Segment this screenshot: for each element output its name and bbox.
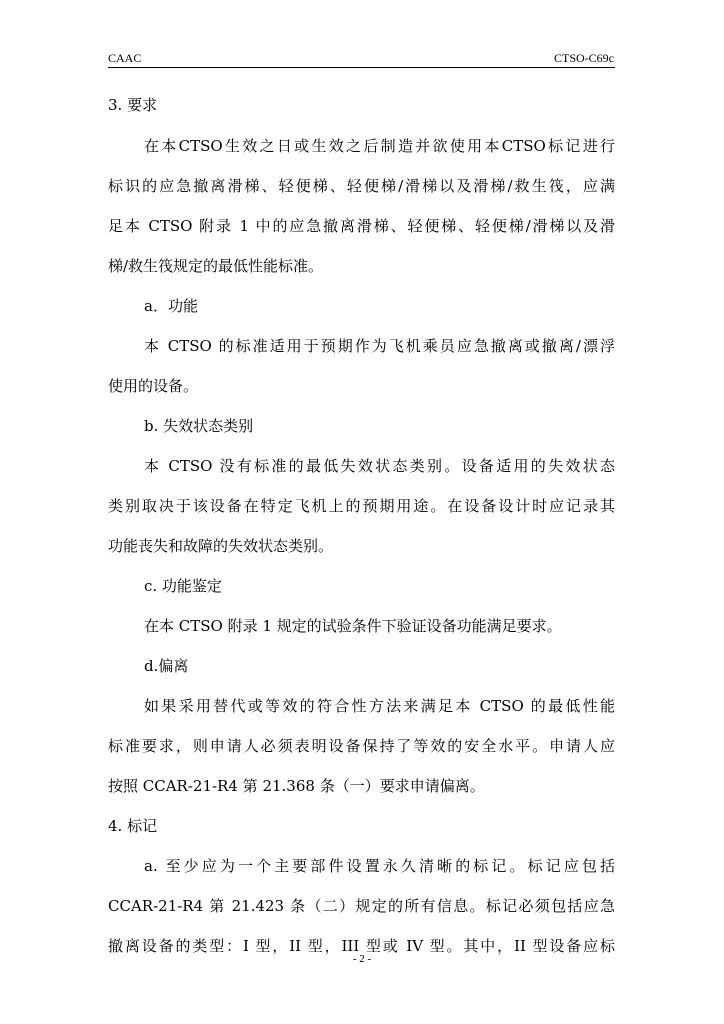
section-3-heading: 3. 要求 — [108, 96, 158, 114]
paragraph-line: a. 至少应为一个主要部件设置永久清晰的标记。标记应包括 — [144, 857, 615, 875]
header-left: CAAC — [108, 51, 142, 65]
paragraph-line: 标准要求，则申请人必须表明设备保持了等效的安全水平。申请人应 — [108, 737, 615, 755]
paragraph-line: 按照 CCAR-21-R4 第 21.368 条（一）要求申请偏离。 — [108, 777, 485, 795]
paragraph-line: 标识的应急撤离滑梯、轻便梯、轻便梯/滑梯以及滑梯/救生筏，应满 — [108, 177, 615, 195]
header-right: CTSO-C69c — [554, 51, 614, 65]
paragraph-line: 使用的设备。 — [108, 377, 199, 395]
paragraph-line: 撤离设备的类型：I 型，II 型，III 型或 IV 型。其中，II 型设备应标 — [108, 937, 615, 955]
paragraph-line: 本 CTSO 没有标准的最低失效状态类别。设备适用的失效状态 — [144, 457, 615, 475]
subsection-c-heading: c. 功能鉴定 — [144, 577, 222, 595]
subsection-b-heading: b. 失效状态类别 — [144, 417, 254, 435]
paragraph-line: 梯/救生筏规定的最低性能标准。 — [108, 257, 324, 275]
paragraph-line: 类别取决于该设备在特定飞机上的预期用途。在设备设计时应记录其 — [108, 497, 615, 515]
header-rule — [108, 67, 615, 68]
paragraph-line: 功能丧失和故障的失效状态类别。 — [108, 537, 334, 555]
paragraph-line: 在本 CTSO 附录 1 规定的试验条件下验证设备功能满足要求。 — [144, 617, 562, 635]
paragraph-line: 在本CTSO生效之日或生效之后制造并欲使用本CTSO标记进行 — [144, 137, 615, 155]
page-number: - 2 - — [352, 953, 372, 965]
paragraph-line: 如果采用替代或等效的符合性方法来满足本 CTSO 的最低性能 — [144, 697, 615, 715]
subsection-a-heading: a．功能 — [144, 297, 198, 315]
paragraph-line: 本 CTSO 的标准适用于预期作为飞机乘员应急撤离或撤离/漂浮 — [144, 337, 615, 355]
subsection-d-heading: d.偏离 — [144, 657, 189, 675]
section-4-heading: 4. 标记 — [108, 817, 158, 835]
paragraph-line: 足本 CTSO 附录 1 中的应急撤离滑梯、轻便梯、轻便梯/滑梯以及滑 — [108, 217, 615, 235]
paragraph-line: CCAR-21-R4 第 21.423 条（二）规定的所有信息。标记必须包括应急 — [108, 897, 615, 915]
